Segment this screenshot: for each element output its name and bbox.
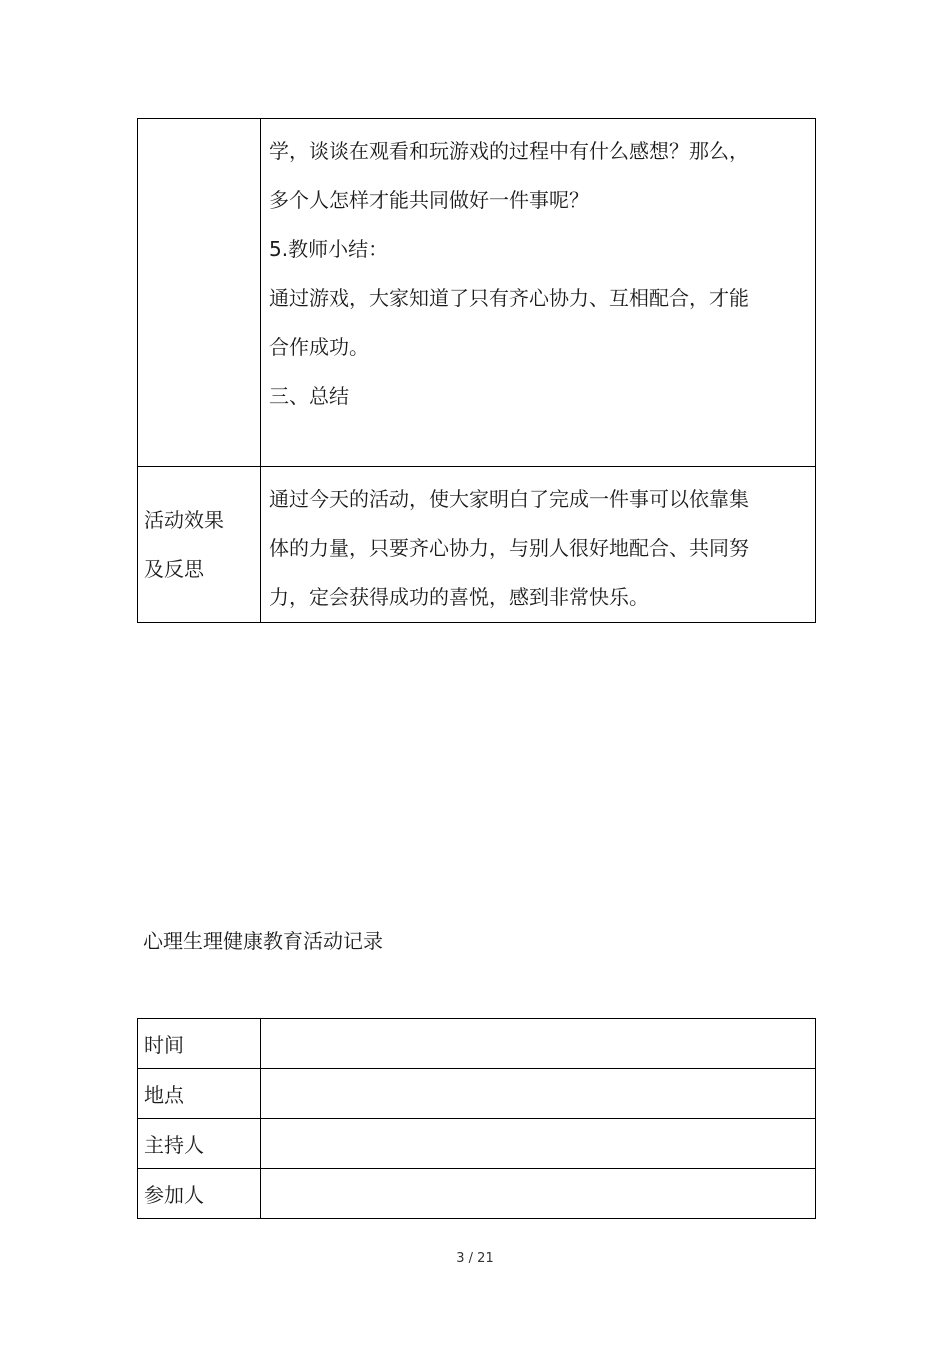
effect-label-line: 活动效果	[144, 507, 224, 532]
process-line: 合作成功。	[269, 335, 369, 359]
effect-label-cell	[138, 467, 261, 623]
row-value-location	[261, 1069, 816, 1119]
table-row	[138, 119, 816, 467]
effect-line: 通过今天的活动，使大家明白了完成一件事可以依靠集	[269, 487, 749, 511]
process-line: 三、总结	[269, 384, 349, 408]
row-label-participants: 参加人	[138, 1169, 261, 1219]
record-title: 心理生理健康教育活动记录	[143, 929, 383, 953]
table-row	[138, 1169, 816, 1219]
row-value-host	[261, 1119, 816, 1169]
table-row	[138, 1019, 816, 1069]
row-label-host: 主持人	[138, 1119, 261, 1169]
row-value-participants	[261, 1169, 816, 1219]
process-line: 5.教师小结：	[269, 237, 389, 261]
process-line: 学，谈谈在观看和玩游戏的过程中有什么感想？那么，	[269, 139, 749, 163]
row-label-location: 地点	[138, 1069, 261, 1119]
table-row	[138, 1069, 816, 1119]
row-label-time: 时间	[138, 1019, 261, 1069]
effect-line: 体的力量，只要齐心协力，与别人很好地配合、共同努	[269, 536, 749, 560]
effect-line: 力，定会获得成功的喜悦，感到非常快乐。	[269, 585, 649, 609]
row-value-time	[261, 1019, 816, 1069]
table-row	[138, 467, 816, 623]
process-cell	[261, 119, 816, 467]
table-row	[138, 1119, 816, 1169]
process-line: 多个人怎样才能共同做好一件事呢？	[269, 188, 589, 212]
activity-plan-table	[137, 118, 816, 623]
effect-label-line: 及反思	[144, 556, 204, 581]
process-line: 通过游戏，大家知道了只有齐心协力、互相配合，才能	[269, 286, 749, 310]
empty-label-cell	[138, 119, 261, 467]
page-number: 3 / 21	[456, 1251, 494, 1266]
effect-content-cell	[261, 467, 816, 623]
activity-record-table	[137, 1018, 816, 1219]
